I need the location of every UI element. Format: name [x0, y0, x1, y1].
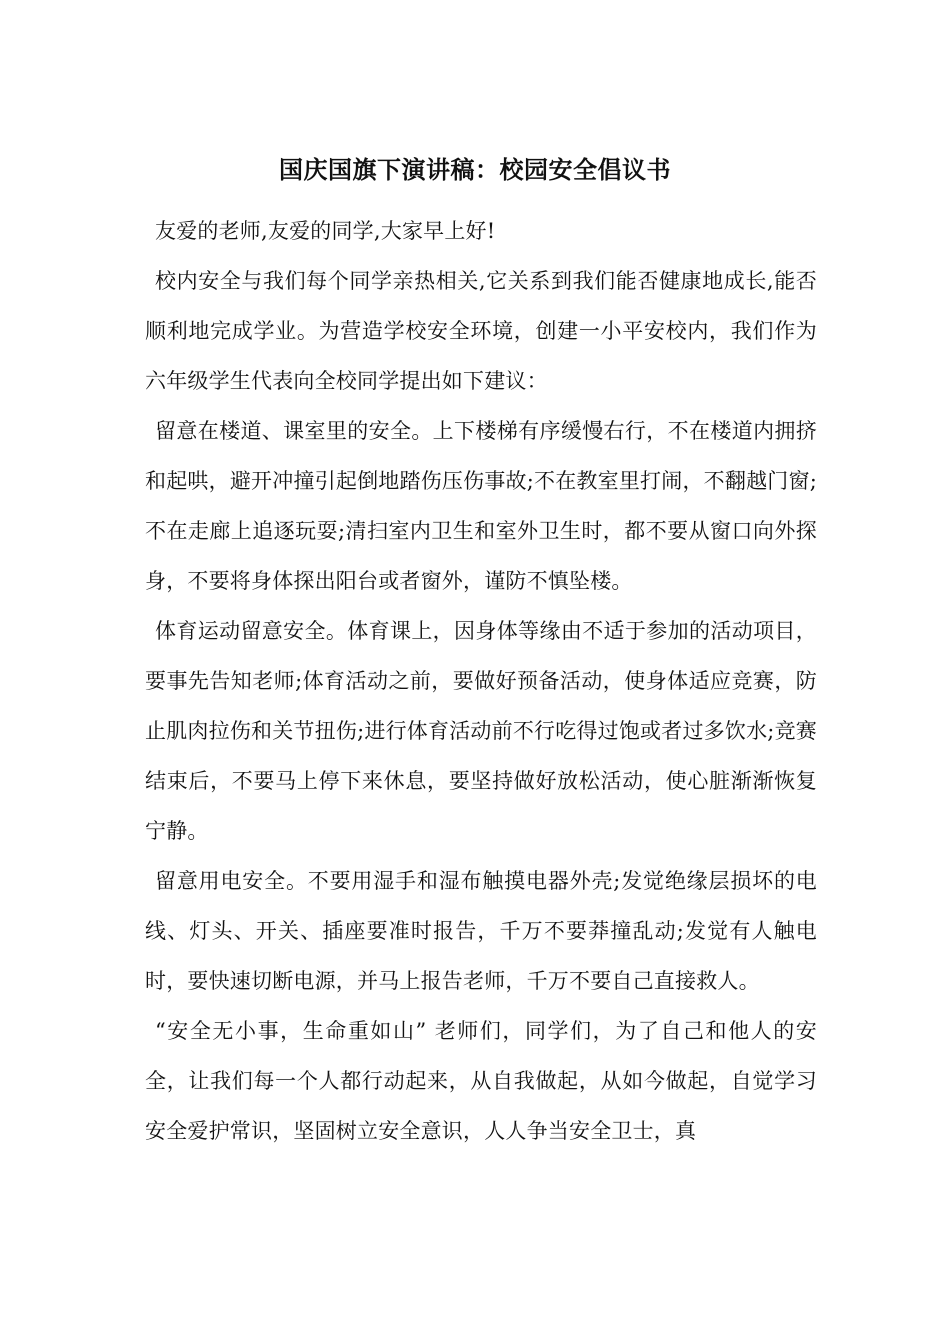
paragraph-greeting: 友爱的老师,友爱的同学,大家早上好!: [155, 219, 496, 243]
paragraph-sports-safety: 体育运动留意安全。体育课上，因身体等缘由不适于参加的活动项目，要事先告知老师;体育活动之前，要做好预备活动，使身体适应竞赛，防止肌肉拉伤和关节扭伤;进行体育活动前不行吃得过饱或者过多饮水;竞赛结束后，不要马上停下来休息，要坚持做好放松活动，使心脏渐渐恢复宁静。: [145, 619, 817, 843]
paragraph-electric-safety: 留意用电安全。不要用湿手和湿布触摸电器外壳;发觉绝缘层损坏的电线、灯头、开关、插座要准时报告，千万不要莽撞乱动;发觉有人触电时，要快速切断电源，并马上报告老师，千万不要自己直接救人。: [145, 869, 817, 993]
paragraph-closing: “安全无小事，生命重如山” 老师们，同学们，为了自己和他人的安全，让我们每一个人都行动起来，从自我做起，从如今做起，自觉学习安全爱护常识，坚固树立安全意识，人人争当安全卫士，真: [145, 1019, 817, 1143]
document-body: [145, 206, 817, 1156]
document-title: 国庆国旗下演讲稿：校园安全倡议书: [279, 155, 671, 184]
paragraph-corridor-safety: 留意在楼道、课室里的安全。上下楼梯有序缓慢右行，不在楼道内拥挤和起哄，避开冲撞引起倒地踏伤压伤事故;不在教室里打闹，不翻越门窗;不在走廊上追逐玩耍;清扫室内卫生和室外卫生时，都不要从窗口向外探身，不要将身体探出阳台或者窗外，谨防不慎坠楼。: [145, 419, 817, 593]
paragraph-intro: 校内安全与我们每个同学亲热相关,它关系到我们能否健康地成长,能否顺利地完成学业。为营造学校安全环境，创建一小平安校内，我们作为六年级学生代表向全校同学提出如下建议：: [145, 269, 817, 393]
